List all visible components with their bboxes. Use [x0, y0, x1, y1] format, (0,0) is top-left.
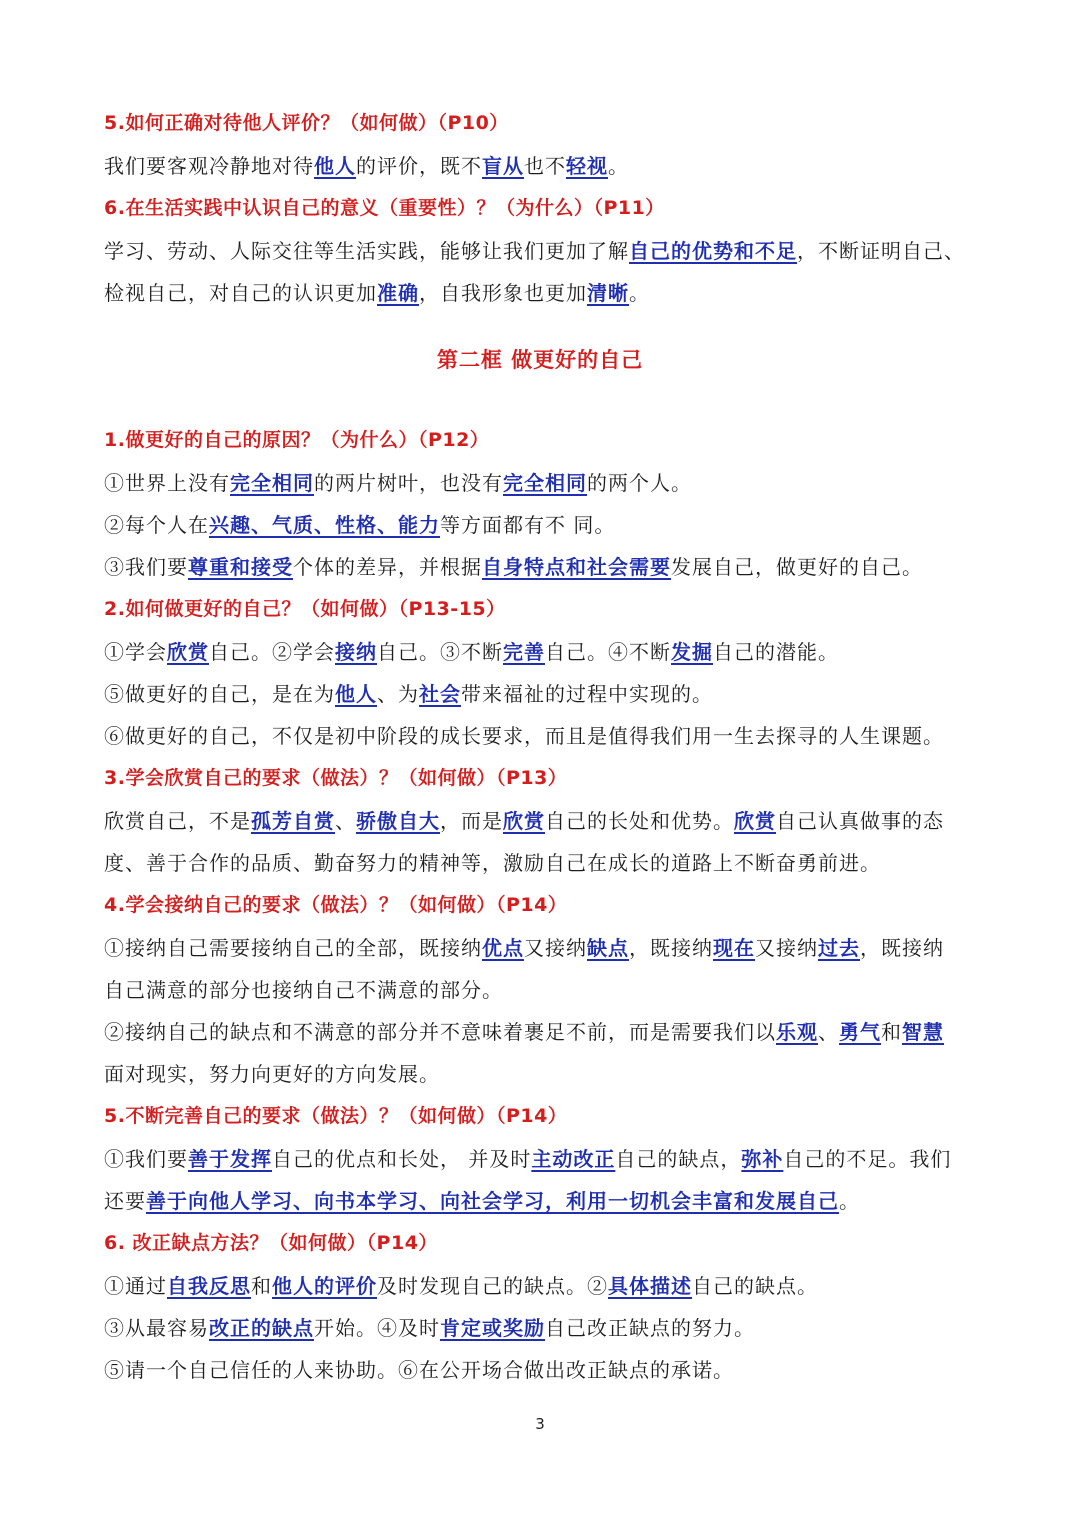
text-run: 3.学会欣赏自己的要求（做法）？（如何做）（P13）: [104, 767, 568, 789]
text-run: ，既接纳: [860, 936, 944, 960]
text-run: 等方面都有不 同。: [440, 513, 616, 537]
text-run: ③从最容易: [104, 1316, 209, 1340]
text-run: 6. 改正缺点方法？（如何做）（P14）: [104, 1232, 438, 1254]
keyword: 完全相同: [230, 471, 314, 495]
text-run: 还要: [104, 1189, 146, 1213]
keyword: 善于向他人学习、向书本学习、向社会学习，利用一切机会丰富和发展自己: [146, 1189, 839, 1213]
keyword: 现在: [713, 936, 755, 960]
body-line: [104, 277, 650, 306]
body-line: [104, 1143, 951, 1172]
keyword: 孤芳自赏: [251, 809, 335, 833]
text-run: ①学会: [104, 640, 167, 664]
keyword: 准确: [377, 281, 419, 305]
text-run: 开始。④及时: [314, 1316, 440, 1340]
text-run: 、为: [377, 682, 419, 706]
keyword: 自身特点和社会需要: [482, 555, 671, 579]
text-run: 。: [839, 1189, 860, 1213]
keyword: 主动改正: [531, 1147, 616, 1171]
body-line: [104, 847, 881, 876]
text-run: 。: [629, 281, 650, 305]
body-line: [104, 932, 944, 961]
text-run: ②每个人在: [104, 513, 209, 537]
text-run: ①接纳自己需要接纳自己的全部，既接纳: [104, 936, 482, 960]
body-line: [104, 1312, 755, 1341]
body-line: [104, 467, 692, 496]
keyword: 完全相同: [503, 471, 587, 495]
text-run: 面对现实，努力向更好的方向发展。: [104, 1062, 440, 1086]
text-run: 2.如何做更好的自己？（如何做）（P13-15）: [104, 598, 506, 620]
keyword: 乐观: [776, 1020, 818, 1044]
text-run: 自己。③不断: [377, 640, 503, 664]
keyword: 肯定或奖励: [440, 1316, 545, 1340]
keyword: 盲从: [482, 154, 524, 178]
text-run: 欣赏自己，不是: [104, 809, 251, 833]
text-run: ①通过: [104, 1274, 167, 1298]
keyword: 欣赏: [167, 640, 209, 664]
text-run: 检视自己，对自己的认识更加: [104, 281, 377, 305]
keyword: 自我反思: [167, 1274, 251, 1298]
text-run: ，既接纳: [629, 936, 713, 960]
text-run: ⑤请一个自己信任的人来协助。⑥在公开场合做出改正缺点的承诺。: [104, 1358, 734, 1382]
text-run: 自己的不足。我们: [783, 1147, 952, 1171]
text-run: 自己。②学会: [209, 640, 335, 664]
text-run: 5.如何正确对待他人评价？（如何做）（P10）: [104, 112, 509, 134]
keyword: 轻视: [566, 154, 608, 178]
text-run: 又接纳: [755, 936, 818, 960]
keyword: 具体描述: [608, 1274, 692, 1298]
text-run: 。: [608, 154, 629, 178]
body-line: [104, 636, 839, 665]
keyword: 尊重和接受: [188, 555, 293, 579]
text-run: ，而是: [440, 809, 503, 833]
text-run: 自己。④不断: [545, 640, 671, 664]
body-line: [104, 1016, 944, 1045]
body-line: [104, 235, 965, 264]
text-run: 自己的缺点，: [615, 1147, 742, 1171]
text-run: 也不: [524, 154, 566, 178]
question-heading: [104, 425, 489, 452]
text-run: 度、善于合作的品质、勤奋努力的精神等，激励自己在成长的道路上不断奋勇前进。: [104, 851, 881, 875]
text-run: 、: [335, 809, 356, 833]
body-line: [104, 1270, 818, 1299]
text-run: ①我们要: [104, 1147, 188, 1171]
text-run: 的两片树叶，也没有: [314, 471, 503, 495]
body-line: [104, 1058, 440, 1087]
text-run: 自己的长处和优势。: [545, 809, 734, 833]
body-line: [104, 1354, 734, 1383]
text-run: 和: [881, 1020, 902, 1044]
question-heading: [104, 763, 567, 790]
keyword: 他人: [335, 682, 377, 706]
text-run: ，不断证明自己、: [797, 239, 965, 263]
keyword: 接纳: [335, 640, 377, 664]
keyword: 发掘: [671, 640, 713, 664]
body-line: [104, 678, 713, 707]
question-heading: [104, 890, 567, 917]
text-run: 自己的优点和长处， 并及时: [272, 1147, 532, 1171]
keyword: 过去: [818, 936, 860, 960]
keyword: 改正的缺点: [209, 1316, 314, 1340]
text-run: ⑤做更好的自己，是在为: [104, 682, 335, 706]
text-run: 自己的缺点。: [692, 1274, 818, 1298]
text-run: 4.学会接纳自己的要求（做法）？（如何做）（P14）: [104, 894, 568, 916]
keyword: 骄傲自大: [356, 809, 440, 833]
keyword: 优点: [482, 936, 524, 960]
text-run: 及时发现自己的缺点。②: [377, 1274, 608, 1298]
body-line: [104, 509, 615, 538]
question-heading: [104, 1101, 567, 1128]
text-run: ①世界上没有: [104, 471, 230, 495]
text-run: ③我们要: [104, 555, 188, 579]
text-run: 、: [818, 1020, 839, 1044]
keyword: 缺点: [587, 936, 629, 960]
keyword: 欣赏: [503, 809, 545, 833]
text-run: ②接纳自己的缺点和不满意的部分并不意味着裹足不前，而是需要我们以: [104, 1020, 776, 1044]
keyword: 完善: [503, 640, 545, 664]
body-line: [104, 974, 503, 1003]
text-run: 自己改正缺点的努力。: [545, 1316, 755, 1340]
text-run: 1.做更好的自己的原因？（为什么）（P12）: [104, 429, 490, 451]
keyword: 清晰: [587, 281, 629, 305]
text-run: ，自我形象也更加: [419, 281, 587, 305]
text-run: 和: [251, 1274, 272, 1298]
keyword: 社会: [419, 682, 461, 706]
keyword: 智慧: [902, 1020, 944, 1044]
text-run: 6.在生活实践中认识自己的意义（重要性）？（为什么）（P11）: [104, 197, 665, 219]
question-heading: [104, 594, 506, 621]
text-run: 自己认真做事的态: [776, 809, 944, 833]
question-heading: [104, 193, 665, 220]
text-run: 又接纳: [524, 936, 587, 960]
page-number: 3: [535, 1415, 545, 1433]
text-run: 5.不断完善自己的要求（做法）？（如何做）（P14）: [104, 1105, 568, 1127]
text-run: 的两个人。: [587, 471, 692, 495]
text-run: 自己的潜能。: [713, 640, 839, 664]
text-run: 第二框 做更好的自己: [436, 348, 644, 372]
question-heading: [104, 1228, 438, 1255]
keyword: 勇气: [839, 1020, 881, 1044]
text-run: 发展自己，做更好的自己。: [671, 555, 923, 579]
text-run: 自己满意的部分也接纳自己不满意的部分。: [104, 978, 503, 1002]
text-run: 带来福祉的过程中实现的。: [461, 682, 713, 706]
body-line: [104, 551, 923, 580]
question-heading: [104, 108, 509, 135]
text-run: 的评价，既不: [356, 154, 482, 178]
keyword: 欣赏: [734, 809, 776, 833]
text-run: ⑥做更好的自己，不仅是初中阶段的成长要求，而且是值得我们用一生去探寻的人生课题。: [104, 724, 944, 748]
keyword: 弥补: [741, 1147, 784, 1171]
text-run: 我们要客观冷静地对待: [104, 154, 314, 178]
keyword: 自己的优势和不足: [629, 239, 797, 263]
keyword: 他人的评价: [272, 1274, 377, 1298]
body-line: [104, 805, 944, 834]
keyword: 善于发挥: [188, 1147, 272, 1171]
keyword: 他人: [314, 154, 356, 178]
body-line: [104, 1185, 860, 1214]
body-line: [104, 720, 944, 749]
keyword: 兴趣、气质、性格、能力: [209, 513, 440, 537]
body-line: [104, 150, 629, 179]
text-run: 个体的差异，并根据: [293, 555, 482, 579]
section-title: [0, 344, 1080, 374]
text-run: 学习、劳动、人际交往等生活实践，能够让我们更加了解: [104, 239, 629, 263]
